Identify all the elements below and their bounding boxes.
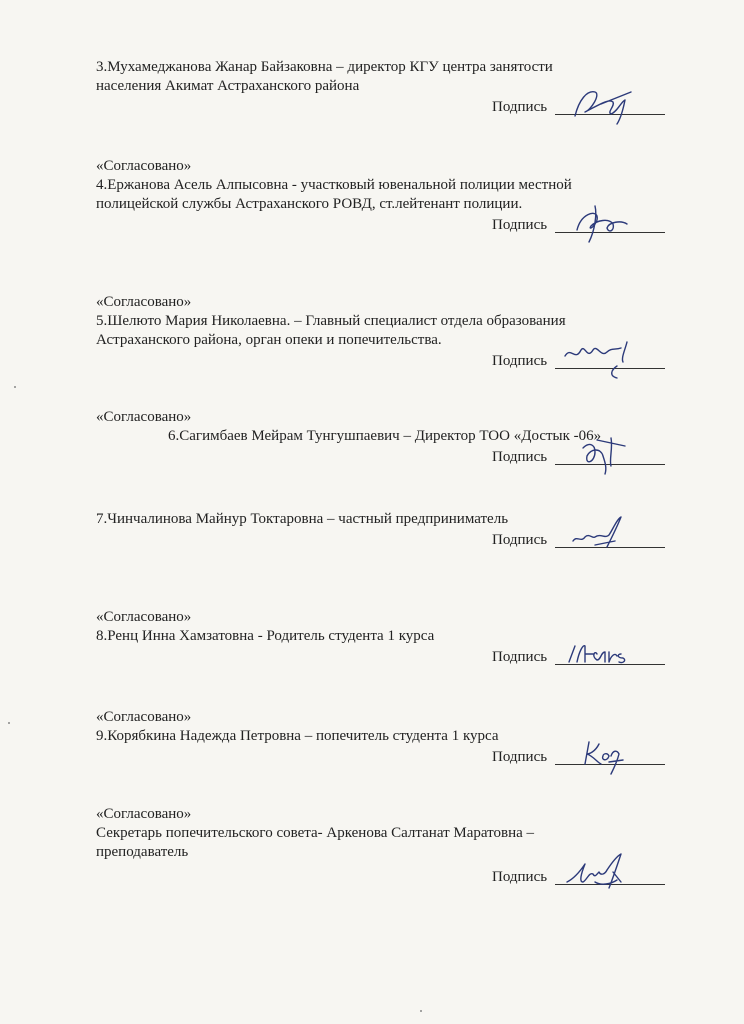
agreed-label: «Согласовано» bbox=[96, 609, 192, 625]
handwritten-signature-icon bbox=[551, 200, 661, 244]
entry-5-line-1: 5.Шелюто Мария Николаевна. – Главный специалист отдела образования bbox=[96, 313, 566, 329]
signature-row bbox=[96, 446, 676, 468]
entry-4-line-1: 4.Ержанова Асель Алпысовна - участковый ювенальной полиции местной bbox=[96, 177, 572, 193]
signature-label: Подпись bbox=[492, 217, 548, 233]
signature-row bbox=[96, 214, 676, 236]
entry-4 bbox=[96, 157, 676, 236]
handwritten-signature-icon bbox=[551, 732, 661, 776]
entry-5-line-2: Астраханского района, орган опеки и попечительства. bbox=[96, 332, 442, 348]
signature-label: Подпись bbox=[492, 532, 548, 548]
entry-secretary-line-1: Секретарь попечительского совета- Аркенова Салтанат Маратовна – bbox=[96, 825, 535, 841]
signature-row bbox=[96, 866, 676, 888]
handwritten-signature-icon bbox=[551, 336, 661, 380]
handwritten-signature-icon bbox=[551, 852, 661, 896]
agreed-label: «Согласовано» bbox=[96, 158, 192, 174]
signature-row bbox=[96, 746, 676, 768]
entry-6 bbox=[96, 408, 676, 468]
scan-speck bbox=[14, 386, 16, 388]
entry-5 bbox=[96, 293, 676, 372]
entry-7 bbox=[96, 510, 676, 551]
entry-secretary-line-2: преподаватель bbox=[96, 844, 189, 860]
agreed-label: «Согласовано» bbox=[96, 294, 192, 310]
entry-7-line-1: 7.Чинчалинова Майнур Токтаровна – частный предприниматель bbox=[96, 511, 509, 527]
entry-6-line-1: 6.Сагимбаев Мейрам Тунгушпаевич – Директор ТОО «Достык -06» bbox=[168, 428, 602, 444]
signature-label: Подпись bbox=[492, 353, 548, 369]
agreed-label: «Согласовано» bbox=[96, 806, 192, 822]
signature-label: Подпись bbox=[492, 749, 548, 765]
entry-3-line-2: населения Акимат Астраханского района bbox=[96, 78, 360, 94]
scan-speck bbox=[420, 1010, 422, 1012]
signature-row bbox=[96, 350, 676, 372]
entry-secretary bbox=[96, 805, 676, 888]
handwritten-signature-icon bbox=[551, 82, 661, 126]
agreed-label: «Согласовано» bbox=[96, 409, 192, 425]
handwritten-signature-icon bbox=[551, 632, 661, 676]
signature-label: Подпись bbox=[492, 449, 548, 465]
signature-label: Подпись bbox=[492, 869, 548, 885]
signature-label: Подпись bbox=[492, 649, 548, 665]
signature-row bbox=[96, 96, 676, 118]
signature-row bbox=[96, 646, 676, 668]
signature-label: Подпись bbox=[492, 99, 548, 115]
scan-speck bbox=[8, 722, 10, 724]
entry-9-line-1: 9.Корябкина Надежда Петровна – попечитель студента 1 курса bbox=[96, 728, 499, 744]
agreed-label: «Согласовано» bbox=[96, 709, 192, 725]
entry-8-line-1: 8.Ренц Инна Хамзатовна - Родитель студента 1 курса bbox=[96, 628, 435, 644]
handwritten-signature-icon bbox=[551, 432, 661, 476]
entry-9 bbox=[96, 708, 676, 768]
signature-row bbox=[96, 529, 676, 551]
entry-3 bbox=[96, 58, 676, 118]
entry-8 bbox=[96, 608, 676, 668]
entry-3-line-1: 3.Мухамеджанова Жанар Байзаковна – директор КГУ центра занятости bbox=[96, 59, 553, 75]
handwritten-signature-icon bbox=[551, 515, 661, 559]
entry-4-line-2: полицейской службы Астраханского РОВД, ст.лейтенант полиции. bbox=[96, 196, 523, 212]
